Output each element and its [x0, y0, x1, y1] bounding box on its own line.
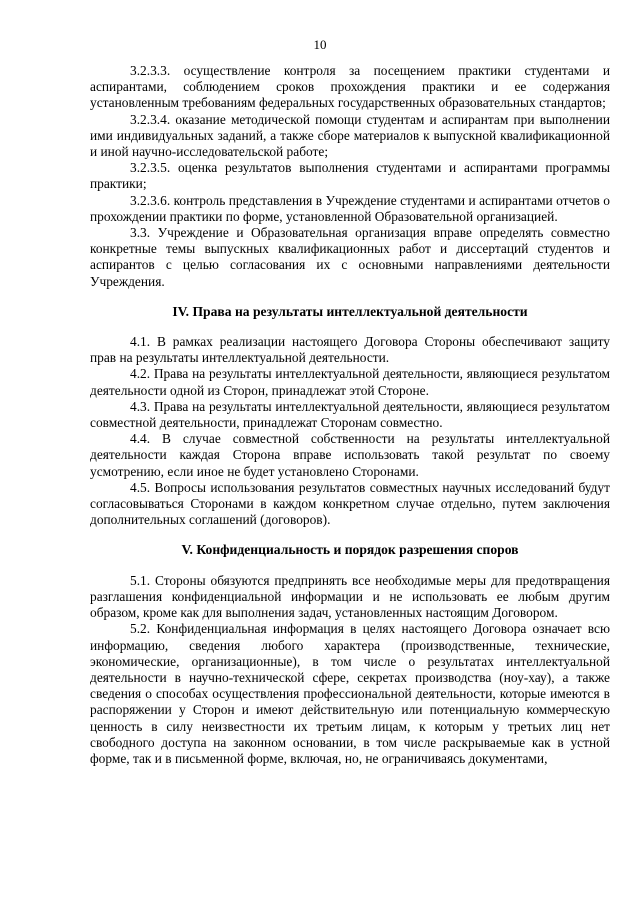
page-number: 10 — [313, 37, 327, 52]
clause-paragraph — [90, 193, 610, 225]
clause-paragraph — [90, 112, 610, 161]
clause-paragraph — [90, 573, 610, 622]
section-3-continuation — [90, 63, 610, 290]
clause-text: В случае совместной собственности на результаты интеллектуальной деятельности каждая Сторона вправе использовать такой результат по своему усмотрению, если иное не будет установлено Сторонами. — [90, 431, 611, 479]
clause-text: Учреждение и Образовательная организация вправе определять совместно конкретные темы выпускных квалификационных работ и диссертаций студентов и аспирантов с целью согласования их с основными направлениями деятельности Учреждения. — [90, 225, 610, 289]
section-5-body — [90, 573, 610, 767]
clause-paragraph — [90, 399, 610, 431]
clause-number: 3.2.3.4. — [130, 111, 171, 127]
clause-text: В рамках реализации настоящего Договора Стороны обеспечивают защиту прав на результаты интеллектуальной деятельности. — [90, 334, 610, 366]
clause-paragraph — [90, 160, 610, 192]
clause-paragraph — [90, 431, 610, 480]
clause-text: Вопросы использования результатов совместных научных исследований будут согласовываться Сторонами в каждом конкретном случае отдельно, путем заключения дополнительных соглашений (договоров). — [90, 479, 610, 528]
clause-paragraph — [90, 225, 610, 290]
clause-paragraph — [90, 334, 610, 366]
clause-number: 4.4. — [130, 431, 151, 447]
clause-paragraph — [90, 621, 610, 767]
clause-text: осуществление контроля за посещением практики студентами и аспирантами, соблюдением сроков прохождения практики и ее содержания установленным требованиям федеральных государственных образовательных стандартов; — [90, 63, 610, 111]
clause-paragraph — [90, 63, 610, 112]
clause-paragraph — [90, 480, 610, 529]
clause-number: 3.2.3.6. — [130, 192, 171, 208]
clause-text: Права на результаты интеллектуальной деятельности, являющиеся результатом деятельности одной из Сторон, принадлежат этой Стороне. — [90, 366, 610, 398]
section-5-heading: V. Конфиденциальность и порядок разрешения споров — [181, 542, 519, 558]
clause-text: оценка результатов выполнения студентами и аспирантами программы практики; — [90, 160, 610, 192]
clause-number: 5.1. — [130, 572, 151, 588]
clause-number: 4.3. — [130, 398, 151, 414]
section-4-body — [90, 334, 610, 528]
clause-text: Стороны обязуются предпринять все необходимые меры для предотвращения разглашения конфиденциальной информации и не использовать ее любым другим образом, кроме как для выполнения задач, установленных настоящим Договором. — [90, 572, 610, 621]
clause-text: оказание методической помощи студентам и аспирантам при выполнении ими индивидуальных заданий, а также сборе материалов к выпускной квалификационной и иной научно-исследовательской работе; — [90, 111, 610, 160]
clause-text: контроль представления в Учреждение студентами и аспирантами отчетов о прохождении практики по форме, установленной Образовательной организацией. — [90, 192, 610, 224]
clause-number: 4.5. — [130, 479, 151, 495]
document-body — [90, 63, 610, 767]
section-4-heading: IV. Права на результаты интеллектуальной деятельности — [172, 303, 528, 319]
clause-number: 3.2.3.3. — [130, 63, 171, 78]
clause-text: Конфиденциальная информация в целях настоящего Договора означает всю информацию, сведения любого характера (производственные, технические, экономические, организационные), в том числе о результатах интеллектуальной деятельности в научно-технической сфере, секретах производства (ноу-хау), а также сведения о способах осуществления профессиональной деятельности, которые имеются в распоряжении у Сторон и имеют действительную или потенциальную коммерческую ценность в силу неизвестности их третьим лицам, к которым у третьих лиц нет свободного доступа на законном основании, в том числе раскрываемые как в устной форме, так и в письменной форме, включая, но, не ограничиваясь документами, — [90, 621, 610, 766]
clause-text: Права на результаты интеллектуальной деятельности, являющиеся результатом совместной деятельности, принадлежат Сторонам совместно. — [90, 398, 610, 431]
clause-paragraph — [90, 366, 610, 398]
clause-number: 3.2.3.5. — [130, 160, 171, 176]
clause-number: 4.2. — [130, 366, 151, 382]
clause-number: 3.3. — [130, 225, 151, 241]
clause-number: 5.2. — [130, 621, 151, 637]
clause-number: 4.1. — [130, 334, 151, 350]
